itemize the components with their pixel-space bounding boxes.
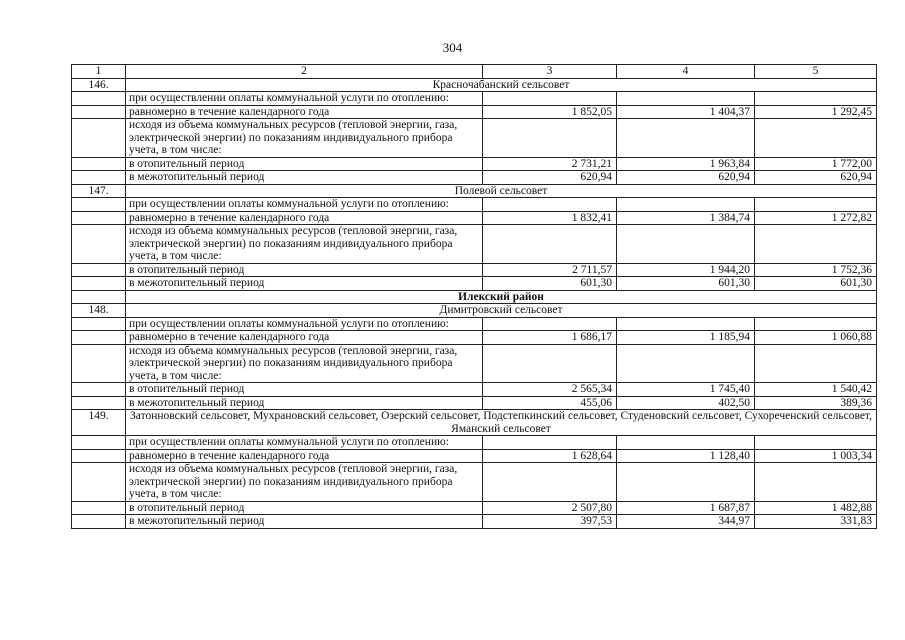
page-number: 304 — [442, 40, 463, 55]
value-col-5: 1 482,88 — [755, 501, 877, 515]
data-row — [72, 171, 877, 185]
data-row — [72, 263, 877, 277]
empty-cell — [72, 277, 126, 291]
label-row — [72, 92, 877, 106]
row-label: равномерно в течение календарного года — [126, 105, 483, 119]
section-title: Затонновский сельсовет, Мухрановский сельсовет, Озерский сельсовет, Подстепкинский сельсовет, Студеновский сельсовет, Сухореченский сельсовет, Яманский сельсовет — [126, 410, 877, 436]
column-number-5: 5 — [755, 65, 877, 79]
column-number-row — [72, 65, 877, 79]
data-row — [72, 501, 877, 515]
value-col-4: 344,97 — [617, 515, 755, 529]
value-col-3: 1 832,41 — [483, 211, 617, 225]
empty-cell — [617, 198, 755, 212]
row-label: исходя из объема коммунальных ресурсов (тепловой энергии, газа, электрической энергии) по показаниям индивидуального прибора учета, в том числе: — [126, 463, 483, 502]
data-row — [72, 396, 877, 410]
district-title: Илекский район — [126, 290, 877, 304]
row-label: при осуществлении оплаты коммунальной услуги по отоплению: — [126, 92, 483, 106]
value-col-5: 1 772,00 — [755, 157, 877, 171]
data-row — [72, 331, 877, 345]
section-title: Красночабанский сельсовет — [126, 78, 877, 92]
value-col-4: 601,30 — [617, 277, 755, 291]
row-label: равномерно в течение календарного года — [126, 331, 483, 345]
row-label: при осуществлении оплаты коммунальной услуги по отоплению: — [126, 317, 483, 331]
value-col-5: 601,30 — [755, 277, 877, 291]
data-row — [72, 157, 877, 171]
data-row — [72, 449, 877, 463]
empty-cell — [755, 436, 877, 450]
section-title: Полевой сельсовет — [126, 184, 877, 198]
empty-cell — [72, 344, 126, 383]
empty-cell — [72, 515, 126, 529]
value-col-4: 1 963,84 — [617, 157, 755, 171]
value-col-3: 1 852,05 — [483, 105, 617, 119]
value-col-5: 1 272,82 — [755, 211, 877, 225]
empty-cell — [483, 92, 617, 106]
empty-cell — [617, 317, 755, 331]
empty-cell — [72, 449, 126, 463]
empty-cell — [617, 344, 755, 383]
value-col-5: 1 292,45 — [755, 105, 877, 119]
value-col-3: 1 628,64 — [483, 449, 617, 463]
section-row — [72, 410, 877, 436]
table-body — [72, 65, 877, 529]
empty-cell — [72, 211, 126, 225]
row-label: при осуществлении оплаты коммунальной услуги по отоплению: — [126, 198, 483, 212]
empty-cell — [617, 463, 755, 502]
empty-cell — [755, 225, 877, 264]
row-label: в отопительный период — [126, 383, 483, 397]
section-row — [72, 304, 877, 318]
empty-cell — [72, 119, 126, 158]
value-col-5: 1 003,34 — [755, 449, 877, 463]
value-col-4: 1 128,40 — [617, 449, 755, 463]
value-col-4: 402,50 — [617, 396, 755, 410]
row-label: исходя из объема коммунальных ресурсов (тепловой энергии, газа, электрической энергии) по показаниям индивидуального прибора учета, в том числе: — [126, 119, 483, 158]
row-label: равномерно в течение календарного года — [126, 449, 483, 463]
empty-cell — [755, 344, 877, 383]
empty-cell — [755, 463, 877, 502]
data-row — [72, 105, 877, 119]
empty-cell — [72, 225, 126, 264]
value-col-3: 1 686,17 — [483, 331, 617, 345]
value-col-5: 331,83 — [755, 515, 877, 529]
row-label: в отопительный период — [126, 501, 483, 515]
section-row — [72, 184, 877, 198]
empty-cell — [483, 436, 617, 450]
empty-cell — [755, 119, 877, 158]
label-row — [72, 119, 877, 158]
empty-cell — [755, 317, 877, 331]
empty-cell — [72, 171, 126, 185]
row-number: 149. — [72, 410, 126, 436]
value-col-3: 601,30 — [483, 277, 617, 291]
value-col-4: 1 944,20 — [617, 263, 755, 277]
label-row — [72, 463, 877, 502]
value-col-5: 1 752,36 — [755, 263, 877, 277]
empty-cell — [72, 396, 126, 410]
row-label: в межотопительный период — [126, 396, 483, 410]
empty-cell — [483, 344, 617, 383]
empty-cell — [72, 92, 126, 106]
empty-cell — [72, 383, 126, 397]
value-col-5: 620,94 — [755, 171, 877, 185]
value-col-4: 1 687,87 — [617, 501, 755, 515]
data-row — [72, 211, 877, 225]
value-col-4: 1 384,74 — [617, 211, 755, 225]
empty-cell — [72, 436, 126, 450]
label-row — [72, 344, 877, 383]
row-label: в межотопительный период — [126, 515, 483, 529]
row-label: в межотопительный период — [126, 171, 483, 185]
empty-cell — [483, 198, 617, 212]
label-row — [72, 436, 877, 450]
label-row — [72, 317, 877, 331]
data-row — [72, 277, 877, 291]
value-col-3: 2 507,80 — [483, 501, 617, 515]
value-col-3: 2 565,34 — [483, 383, 617, 397]
row-label: в отопительный период — [126, 157, 483, 171]
value-col-5: 1 060,88 — [755, 331, 877, 345]
empty-cell — [72, 463, 126, 502]
empty-cell — [72, 157, 126, 171]
row-label: в межотопительный период — [126, 277, 483, 291]
column-number-4: 4 — [617, 65, 755, 79]
empty-cell — [483, 119, 617, 158]
row-number: 148. — [72, 304, 126, 318]
empty-cell — [72, 317, 126, 331]
empty-cell — [72, 105, 126, 119]
column-number-1: 1 — [72, 65, 126, 79]
column-number-3: 3 — [483, 65, 617, 79]
value-col-3: 455,06 — [483, 396, 617, 410]
label-row — [72, 225, 877, 264]
empty-cell — [755, 92, 877, 106]
row-label: исходя из объема коммунальных ресурсов (тепловой энергии, газа, электрической энергии) по показаниям индивидуального прибора учета, в том числе: — [126, 344, 483, 383]
row-number: 146. — [72, 78, 126, 92]
empty-cell — [72, 501, 126, 515]
column-number-2: 2 — [126, 65, 483, 79]
empty-cell — [755, 198, 877, 212]
value-col-3: 2 731,21 — [483, 157, 617, 171]
section-title: Димитровский сельсовет — [126, 304, 877, 318]
row-label: в отопительный период — [126, 263, 483, 277]
empty-cell — [483, 225, 617, 264]
data-row — [72, 383, 877, 397]
label-row — [72, 198, 877, 212]
value-col-4: 1 745,40 — [617, 383, 755, 397]
value-col-3: 397,53 — [483, 515, 617, 529]
empty-cell — [72, 198, 126, 212]
value-col-4: 620,94 — [617, 171, 755, 185]
empty-cell — [72, 331, 126, 345]
empty-cell — [72, 290, 126, 304]
value-col-3: 620,94 — [483, 171, 617, 185]
empty-cell — [617, 119, 755, 158]
empty-cell — [483, 463, 617, 502]
empty-cell — [72, 263, 126, 277]
district-row — [72, 290, 877, 304]
value-col-3: 2 711,57 — [483, 263, 617, 277]
empty-cell — [617, 92, 755, 106]
section-row — [72, 78, 877, 92]
value-col-5: 1 540,42 — [755, 383, 877, 397]
value-col-5: 389,36 — [755, 396, 877, 410]
empty-cell — [617, 436, 755, 450]
row-label: при осуществлении оплаты коммунальной услуги по отоплению: — [126, 436, 483, 450]
empty-cell — [617, 225, 755, 264]
tariff-table — [71, 64, 877, 529]
row-label: равномерно в течение календарного года — [126, 211, 483, 225]
value-col-4: 1 404,37 — [617, 105, 755, 119]
empty-cell — [483, 317, 617, 331]
row-label: исходя из объема коммунальных ресурсов (тепловой энергии, газа, электрической энергии) по показаниям индивидуального прибора учета, в том числе: — [126, 225, 483, 264]
value-col-4: 1 185,94 — [617, 331, 755, 345]
data-row — [72, 515, 877, 529]
row-number: 147. — [72, 184, 126, 198]
